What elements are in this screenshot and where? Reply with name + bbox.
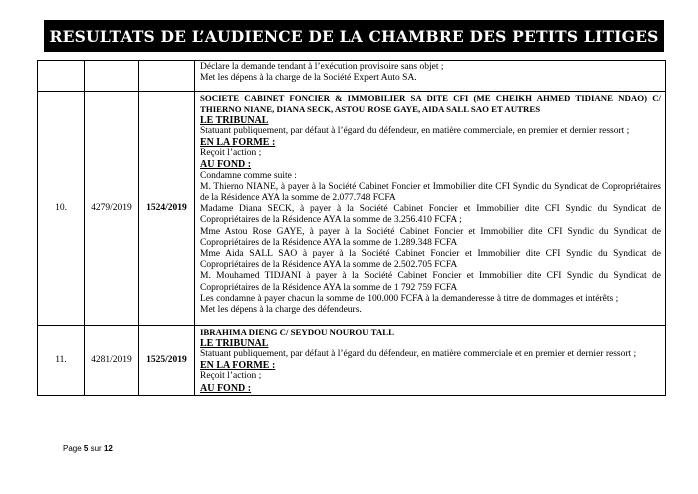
decision-line: M. Mouhamed TIDJANI à payer à la Société Cabinet Foncier et Immobilier dite CFI Syndic du Syndicat de Copropriétaires de la Résidence AYA la somme de 1 792 759 FCFA bbox=[200, 271, 661, 293]
admissibility-text: Reçoit l’action ; bbox=[200, 371, 262, 382]
case-number-cell: 10. bbox=[38, 92, 85, 326]
decision-line: Condamne comme suite : bbox=[200, 170, 297, 181]
page-label: Page bbox=[63, 444, 82, 453]
repertoire-number-cell bbox=[139, 61, 195, 92]
table-row bbox=[38, 92, 666, 326]
merits-heading: AU FOND : bbox=[200, 159, 252, 171]
decision-line: Déclare la demande tendant à l’exécution provisoire sans objet ; bbox=[200, 62, 444, 72]
rg-number-cell: 4281/2019 bbox=[85, 326, 139, 396]
decision-cell bbox=[195, 326, 666, 396]
merits-heading: AU FOND : bbox=[200, 382, 252, 394]
decision-line: Madame Diana SECK, à payer à la Société Cabinet Foncier et Immobilier dite CFI Syndic du Syndicat de Copropriétaires de la Résidence AYA la somme de 3.256.410 FCFA ; bbox=[200, 204, 661, 226]
results-table bbox=[37, 60, 666, 396]
form-heading: EN LA FORME : bbox=[200, 137, 276, 148]
rg-number-cell bbox=[85, 61, 139, 92]
page-number: 5 bbox=[83, 444, 89, 453]
page-of-label: sur bbox=[90, 444, 102, 453]
admissibility-text: Reçoit l’action ; bbox=[200, 148, 262, 159]
ruling-statement: Statuant publiquement, par défaut à l’égard du défendeur, en matière commerciale, en premier et dernier ressort ; bbox=[200, 125, 630, 136]
ruling-statement: Statuant publiquement, par défaut à l’égard du défendeur, en matière commerciale et en premier et dernier ressort ; bbox=[200, 349, 637, 360]
decision-line: Mme Aida SALL SAO à payer à la Société Cabinet Foncier et Immobilier dite CFI Syndic du Syndicat de Copropriétaires de la Résidence AYA la somme de 2.502.705 FCFA bbox=[200, 249, 661, 271]
decision-cell bbox=[195, 92, 666, 326]
page-total: 12 bbox=[103, 444, 113, 453]
decision-line: Les condamne à payer chacun la somme de 100.000 FCFA à la demanderesse à titre de dommages et intérêts ; bbox=[200, 293, 619, 304]
case-parties: SOCIETE CABINET FONCIER & IMMOBILIER SA DITE CFI (ME CHEIKH AHMED TIDIANE NDAO) C/ THIERNO NIANE, DIANA SECK, ASTOU ROSE GAYE, AIDA SALL SAO ET AUTRES bbox=[200, 93, 661, 114]
decision-line: Met les dépens à la charge des défendeurs. bbox=[200, 305, 362, 316]
form-heading: EN LA FORME : bbox=[200, 360, 276, 372]
case-number-cell bbox=[38, 61, 85, 92]
case-number-cell: 11. bbox=[38, 326, 85, 396]
table-row bbox=[38, 326, 666, 396]
decision-line: Mme Astou Rose GAYE, à payer à la Société Cabinet Foncier et Immobilier dite CFI Syndic du Syndicat de Copropriétaires de la Résidence AYA la somme de 1.289.348 FCFA bbox=[200, 226, 661, 248]
repertoire-number-cell: 1525/2019 bbox=[139, 326, 195, 396]
case-parties: IBRAHIMA DIENG C/ SEYDOU NOUROU TALL bbox=[200, 327, 394, 338]
rg-number-cell: 4279/2019 bbox=[85, 92, 139, 326]
tribunal-heading: LE TRIBUNAL bbox=[200, 114, 269, 126]
decision-line: Met les dépens à la charge de la Société Expert Auto SA. bbox=[200, 73, 417, 84]
repertoire-number-cell: 1524/2019 bbox=[139, 92, 195, 326]
page-title-banner bbox=[44, 20, 664, 52]
decision-cell bbox=[195, 61, 666, 92]
page-footer bbox=[63, 444, 113, 453]
table-row bbox=[38, 61, 666, 92]
page-title: RESULTATS DE L’AUDIENCE DE LA CHAMBRE DES PETITS LITIGES bbox=[49, 26, 659, 46]
tribunal-heading: LE TRIBUNAL bbox=[200, 337, 269, 349]
decision-line: M. Thierno NIANE, à payer à la Société Cabinet Foncier et Immobilier dite CFI Syndic du Syndicat de Copropriétaires de la Résidence AYA la somme de 2.077.748 FCFA bbox=[200, 181, 661, 204]
